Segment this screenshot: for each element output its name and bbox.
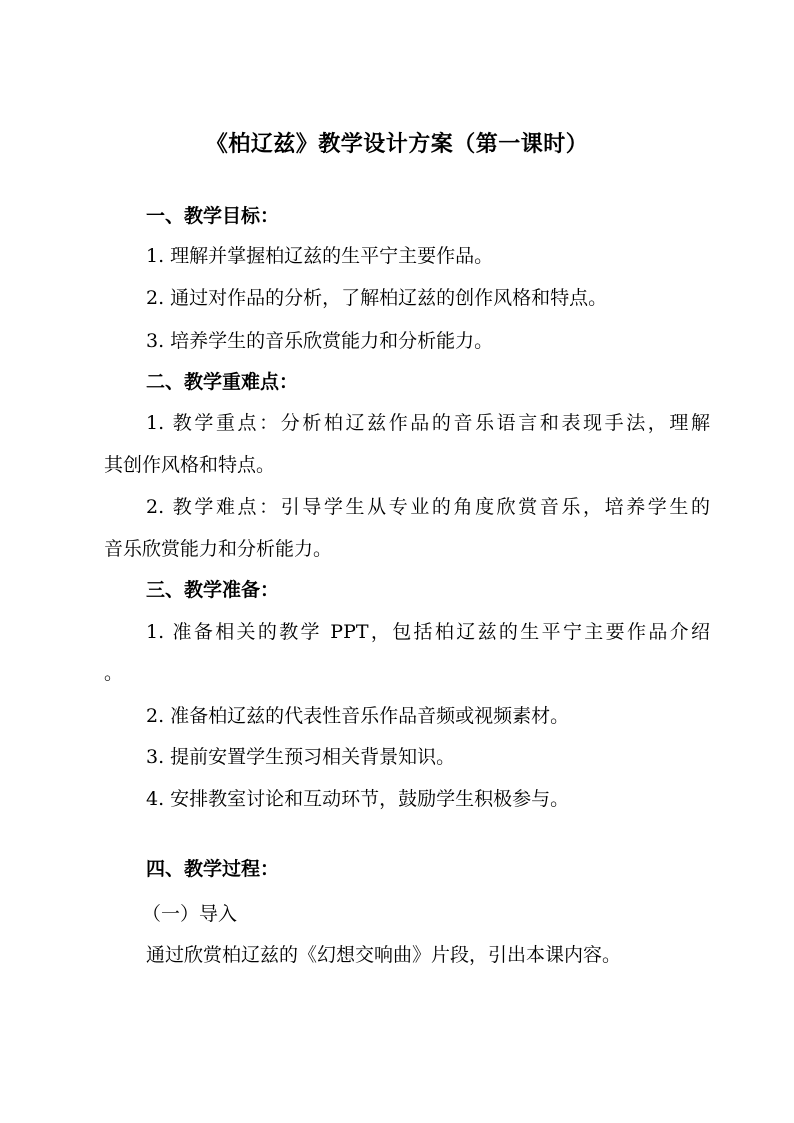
- key-point-item-2-line1: 2. 教学难点：引导学生从专业的角度欣赏音乐，培养学生的: [146, 496, 710, 518]
- preparation-item-1-line2: 。: [104, 662, 124, 684]
- key-point-item-1-line2: 其创作风格和特点。: [104, 454, 276, 476]
- objective-item-2: 2. 通过对作品的分析，了解柏辽兹的创作风格和特点。: [146, 287, 608, 309]
- preparation-item-1-line1: 1. 准备相关的教学 PPT，包括柏辽兹的生平宁主要作品介绍: [146, 621, 710, 643]
- preparation-item-3: 3. 提前安置学生预习相关背景知识。: [146, 746, 456, 768]
- section-heading-process: 四、教学过程：: [146, 858, 280, 880]
- preparation-item-4: 4. 安排教室讨论和互动环节，鼓励学生积极参与。: [146, 788, 570, 810]
- key-point-item-1-line1: 1. 教学重点：分析柏辽兹作品的音乐语言和表现手法，理解: [146, 412, 710, 434]
- objective-item-3: 3. 培养学生的音乐欣赏能力和分析能力。: [146, 330, 494, 352]
- preparation-item-2: 2. 准备柏辽兹的代表性音乐作品音频或视频素材。: [146, 705, 570, 727]
- document-title: 《柏辽兹》教学设计方案（第一课时）: [205, 131, 589, 157]
- process-subheading-intro: （一）导入: [142, 903, 238, 925]
- section-heading-preparation: 三、教学准备：: [146, 579, 280, 601]
- section-heading-objectives: 一、教学目标：: [146, 205, 280, 227]
- key-point-item-2-line2: 音乐欣赏能力和分析能力。: [104, 538, 333, 560]
- section-heading-key-points: 二、教学重难点：: [146, 371, 299, 393]
- process-item-1: 通过欣赏柏辽兹的《幻想交响曲》片段，引出本课内容。: [146, 944, 622, 966]
- objective-item-1: 1. 理解并掌握柏辽兹的生平宁主要作品。: [146, 245, 494, 267]
